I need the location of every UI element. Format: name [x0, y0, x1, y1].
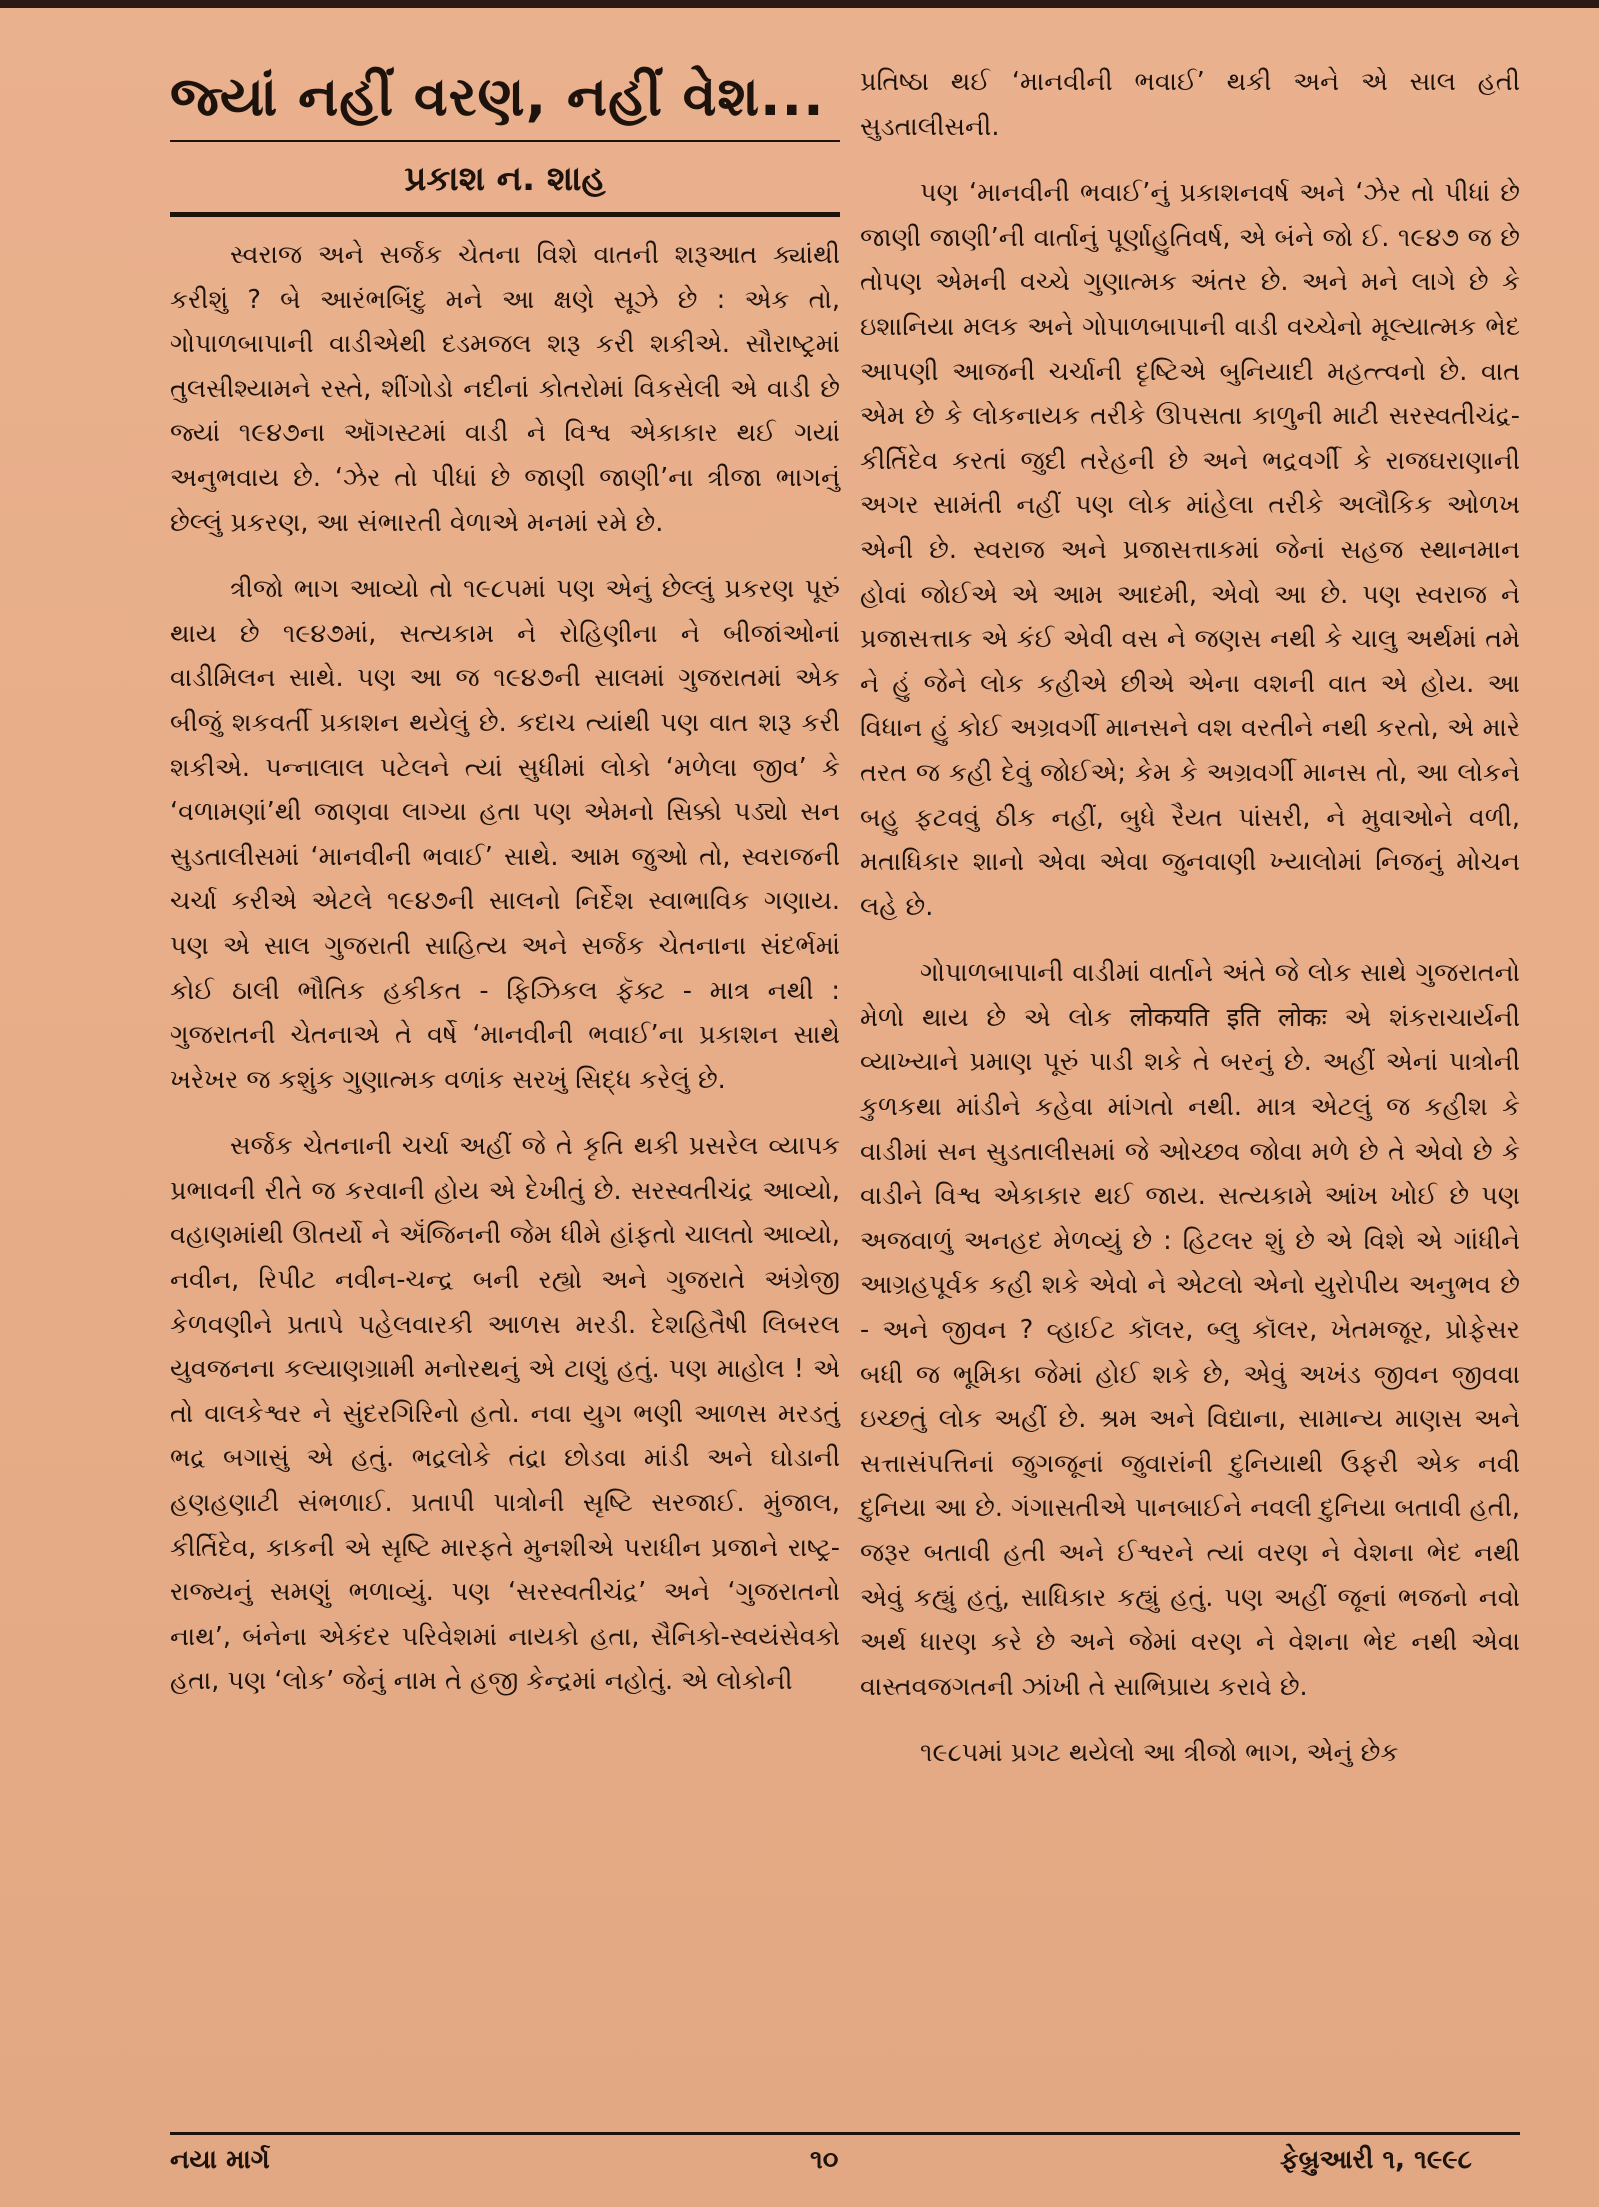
paragraph-6: ગોપાળબાપાની વાડીમાં વાર્તાને અંતે જે લોક સાથે ગુજરાતનો મેળો થાય છે એ લોક लोकयति इति लोकः એ શંકરાચાર્યની વ્યાખ્યાને પ્રમાણ પૂરું પાડી શકે તે બરનું છે. અહીં એનાં પાત્રોની કુળકથા માંડીને કહેવા માંગતો નથી. માત્ર એટલું જ કહીશ કે વાડીમાં સન સુડતાલીસમાં જે ઓચ્છવ જોવા મળે છે તે એવો છે કે વાડીને વિશ્વ એકાકાર થઈ જાય. સત્યકામે આંખ ખોઈ છે પણ અજવાળું અનહદ મેળવ્યું છે : હિટલર શું છે એ વિશે એ ગાંધીને આગ્રહપૂર્વક કહી શકે એવો ને એટલો એનો યુરોપીય અનુભવ છે - અને જીવન ? વ્હાઈટ કૉલર, બ્લુ કૉલર, ખેતમજૂર, પ્રોફેસર બધી જ ભૂમિકા જેમાં હોઈ શકે છે, એવું અખંડ જીવન જીવવા ઇચ્છતું લોક અહીં છે. શ્રમ અને વિદ્યાના, સામાન્ય માણસ અને સત્તાસંપત્તિનાં જુગજૂનાં જુવારાંની દુનિયાથી ઉફરી એક નવી દુનિયા આ છે. ગંગાસતીએ પાનબાઈને નવલી દુનિયા બતાવી હતી, જરૂર બતાવી હતી અને ઈશ્વરને ત્યાં વરણ ને વેશના ભેદ નથી એવું કહ્યું હતું, સાધિકાર કહ્યું હતું. પણ અહીં જૂનાં ભજનો નવો અર્થ ધારણ કરે છે અને જેમાં વરણ ને વેશના ભેદ નથી એવા વાસ્તવજગતની ઝાંખી તે સાભિપ્રાય કરાવે છે.	[860, 958, 1520, 1702]
right-column	[860, 60, 1520, 1798]
title-divider	[170, 140, 840, 142]
paragraph-3: સર્જક ચેતનાની ચર્ચા અહીં જે તે કૃતિ થકી પ્રસરેલ વ્યાપક પ્રભાવની રીતે જ કરવાની હોય એ દેખીતું છે. સરસ્વતીચંદ્ર આવ્યો, વહાણમાંથી ઊતર્યો ને ઍંજિનની જેમ ધીમે હાંફતો ચાલતો આવ્યો, નવીન, રિપીટ નવીન-ચન્દ્ર બની રહ્યો અને ગુજરાતે અંગ્રેજી કેળવણીને પ્રતાપે પહેલવારકી આળસ મરડી. દેશહિતૈષી લિબરલ યુવજનના કલ્યાણગ્રામી મનોરથનું એ ટાણું હતું. પણ માહોલ ! એ તો વાલકેશ્વર ને સુંદરગિરિનો હતો. નવા યુગ ભણી આળસ મરડતું ભદ્ર બગાસું એ હતું. ભદ્રલોકે તંદ્રા છોડવા માંડી અને ઘોડાની હણહણાટી સંભળાઈ. પ્રતાપી પાત્રોની સૃષ્ટિ સરજાઈ. મુંજાલ, કીર્તિદેવ, કાકની એ સૃષ્ટિ મારફતે મુનશીએ પરાધીન પ્રજાને રાષ્ટ્ર-રાજ્યનું સમણું ભળાવ્યું. પણ ‘સરસ્વતીચંદ્ર’ અને ‘ગુજરાતનો નાથ’, બંનેના એકંદર પરિવેશમાં નાયકો હતા, સૈનિકો-સ્વયંસેવકો હતા, પણ ‘લોક’ જેનું નામ તે હજી કેન્દ્રમાં નહોતું. એ લોકોની	[170, 1131, 840, 1697]
left-column	[170, 60, 840, 1726]
paragraph-2: ત્રીજો ભાગ આવ્યો તો ૧૯૮૫માં પણ એનું છેલ્લું પ્રકરણ પૂરું થાય છે ૧૯૪૭માં, સત્યકામ ને રોહિણીના ને બીજાંઓનાં વાડીમિલન સાથે. પણ આ જ ૧૯૪૭ની સાલમાં ગુજરાતમાં એક બીજું શકવર્તી પ્રકાશન થયેલું છે. કદાચ ત્યાંથી પણ વાત શરૂ કરી શકીએ. પન્નાલાલ પટેલને ત્યાં સુધીમાં લોકો ‘મળેલા જીવ’ કે ‘વળામણાં’થી જાણવા લાગ્યા હતા પણ એમનો સિક્કો પડ્યો સન સુડતાલીસમાં ‘માનવીની ભવાઈ’ સાથે. આમ જુઓ તો, સ્વરાજની ચર્ચા કરીએ એટલે ૧૯૪૭ની સાલનો નિર્દેશ સ્વાભાવિક ગણાય. પણ એ સાલ ગુજરાતી સાહિત્ય અને સર્જક ચેતનાના સંદર્ભમાં કોઈ ઠાલી ભૌતિક હકીકત - ફિઝિકલ ફૅક્ટ - માત્ર નથી : ગુજરાતની ચેતનાએ તે વર્ષે ‘માનવીની ભવાઈ’ના પ્રકાશન સાથે ખરેખર જ કશુંક ગુણાત્મક વળાંક સરખું સિદ્ધ કરેલું છે.	[170, 574, 840, 1095]
page-number: ૧૦	[810, 2145, 839, 2175]
author-divider	[170, 212, 840, 217]
paragraph-1: સ્વરાજ અને સર્જક ચેતના વિશે વાતની શરૂઆત ક્યાંથી કરીશું ? બે આરંભબિંદુ મને આ ક્ષણે સૂઝે છે : એક તો, ગોપાળબાપાની વાડીએથી દડમજલ શરૂ કરી શકીએ. સૌરાષ્ટ્રમાં તુલસીશ્યામને રસ્તે, શીંગોડો નદીનાં કોતરોમાં વિકસેલી એ વાડી છે જ્યાં ૧૯૪૭ના ઑગસ્ટમાં વાડી ને વિશ્વ એકાકાર થઈ ગયાં અનુભવાય છે. ‘ઝેર તો પીધાં છે જાણી જાણી’ના ત્રીજા ભાગનું છેલ્લું પ્રકરણ, આ સંભારતી વેળાએ મનમાં રમે છે.	[170, 240, 840, 538]
page-top-edge	[0, 0, 1599, 8]
paragraph-5: પણ ‘માનવીની ભવાઈ’નું પ્રકાશનવર્ષ અને ‘ઝેર તો પીધાં છે જાણી જાણી’ની વાર્તાનું પૂર્ણાહુતિવર્ષ, એ બંને જો ઈ. ૧૯૪૭ જ છે તોપણ એમની વચ્ચે ગુણાત્મક અંતર છે. અને મને લાગે છે કે ઇશાનિયા મલક અને ગોપાળબાપાની વાડી વચ્ચેનો મૂલ્યાત્મક ભેદ આપણી આજની ચર્ચાની દૃષ્ટિએ બુનિયાદી મહત્ત્વનો છે. વાત એમ છે કે લોકનાયક તરીકે ઊપસતા કાળુની માટી સરસ્વતીચંદ્ર-કીર્તિદેવ કરતાં જુદી તરેહની છે અને ભદ્રવર્ગી કે રાજઘરાણાની અગર સામંતી નહીં પણ લોક માંહેલા તરીકે અલૌકિક ઓળખ એની છે. સ્વરાજ અને પ્રજાસત્તાકમાં જેનાં સહજ સ્થાનમાન હોવાં જોઈએ એ આમ આદમી, એવો આ છે. પણ સ્વરાજ ને પ્રજાસત્તાક એ કંઈ એવી વસ ને જણસ નથી કે ચાલુ અર્થમાં તમે ને હું જેને લોક કહીએ છીએ એના વશની વાત એ હોય. આ વિધાન હું કોઈ અગ્રવર્ગી માનસને વશ વરતીને નથી કરતો, એ મારે તરત જ કહી દેવું જોઈએ; કેમ કે અગ્રવર્ગી માનસ તો, આ લોકને બહુ ફટવવું ઠીક નહીં, બુધે રૈયત પાંસરી, ને મુવાઓને વળી, મતાધિકાર શાનો એવા એવા જુનવાણી ખ્યાલોમાં નિજનું મોચન લહે છે.	[860, 178, 1520, 922]
issue-date: ફેબ્રુઆરી ૧, ૧૯૯૮	[1280, 2145, 1472, 2175]
footer-divider	[170, 2132, 1520, 2135]
article-author: પ્રકાશ ન. શાહ	[404, 159, 606, 199]
magazine-name: નયા માર્ગ	[170, 2145, 270, 2175]
paragraph-4: પ્રતિષ્ઠા થઈ ‘માનવીની ભવાઈ’ થકી અને એ સાલ હતી સુડતાલીસની.	[860, 67, 1520, 142]
paragraph-7: ૧૯૮૫માં પ્રગટ થયેલો આ ત્રીજો ભાગ, એનું છેક	[920, 1738, 1399, 1769]
article-title: જ્યાં નહીં વરણ, નહીં વેશ...	[170, 65, 825, 128]
